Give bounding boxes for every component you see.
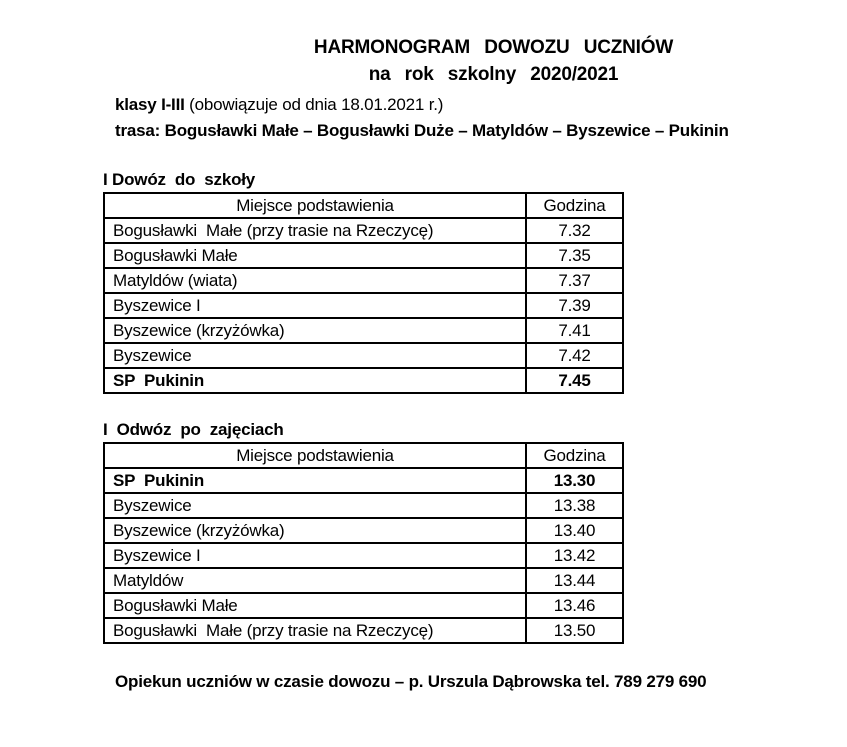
table-row [104, 268, 623, 293]
table-row [104, 468, 623, 493]
place-cell: Byszewice I [104, 543, 526, 568]
classes-line [115, 92, 847, 118]
time-cell: 7.35 [526, 243, 623, 268]
time-cell: 13.46 [526, 593, 623, 618]
classes-validity-note: (obowiązuje od dnia 18.01.2021 r.) [184, 95, 444, 114]
place-cell: Byszewice (krzyżówka) [104, 518, 526, 543]
odwoz-table-body [104, 468, 623, 643]
table-row [104, 318, 623, 343]
place-cell: Byszewice [104, 493, 526, 518]
table-row [104, 543, 623, 568]
document-title-line-1: HARMONOGRAM DOWOZU UCZNIÓW [313, 37, 674, 58]
table-row [104, 343, 623, 368]
time-cell: 13.38 [526, 493, 623, 518]
table-header-row [104, 193, 623, 218]
table-row [104, 368, 623, 393]
time-column-header: Godzina [526, 193, 623, 218]
time-column-header: Godzina [526, 443, 623, 468]
time-cell: 7.41 [526, 318, 623, 343]
document-title-line-2: na rok szkolny 2020/2021 [368, 64, 619, 85]
time-cell: 13.50 [526, 618, 623, 643]
time-cell: 7.42 [526, 343, 623, 368]
place-cell: Bogusławki Małe (przy trasie na Rzeczycę) [104, 618, 526, 643]
place-column-header: Miejsce podstawienia [104, 193, 526, 218]
time-cell: 13.40 [526, 518, 623, 543]
place-cell: Byszewice [104, 343, 526, 368]
place-cell: Byszewice (krzyżówka) [104, 318, 526, 343]
table-row [104, 243, 623, 268]
place-cell: Bogusławki Małe (przy trasie na Rzeczycę) [104, 218, 526, 243]
route-line: trasa: Bogusławki Małe – Bogusławki Duże – Matyldów – Byszewice – Pukinin [115, 121, 729, 140]
place-cell: Matyldów [104, 568, 526, 593]
table-row [104, 218, 623, 243]
place-cell: Bogusławki Małe [104, 243, 526, 268]
place-cell: SP Pukinin [104, 368, 526, 393]
place-cell: SP Pukinin [104, 468, 526, 493]
time-cell: 7.45 [526, 368, 623, 393]
table-row [104, 593, 623, 618]
place-column-header: Miejsce podstawienia [104, 443, 526, 468]
classes-label: klasy I-III [115, 95, 185, 114]
footer-caretaker-line: Opiekun uczniów w czasie dowozu – p. Urszula Dąbrowska tel. 789 279 690 [115, 672, 707, 691]
table-row [104, 518, 623, 543]
time-cell: 13.42 [526, 543, 623, 568]
dowoz-schedule-table [103, 192, 624, 394]
table-row [104, 568, 623, 593]
table-header-row [104, 443, 623, 468]
section-heading-odwoz: I Odwóz po zajęciach [103, 420, 284, 439]
section-heading-dowoz: I Dowóz do szkoły [103, 170, 256, 189]
table-row [104, 618, 623, 643]
place-cell: Byszewice I [104, 293, 526, 318]
time-cell: 13.30 [526, 468, 623, 493]
table-row [104, 293, 623, 318]
place-cell: Matyldów (wiata) [104, 268, 526, 293]
time-cell: 7.37 [526, 268, 623, 293]
time-cell: 7.39 [526, 293, 623, 318]
dowoz-table-body [104, 218, 623, 393]
odwoz-schedule-table [103, 442, 624, 644]
time-cell: 7.32 [526, 218, 623, 243]
time-cell: 13.44 [526, 568, 623, 593]
document-title-block [0, 0, 847, 88]
table-row [104, 493, 623, 518]
place-cell: Bogusławki Małe [104, 593, 526, 618]
